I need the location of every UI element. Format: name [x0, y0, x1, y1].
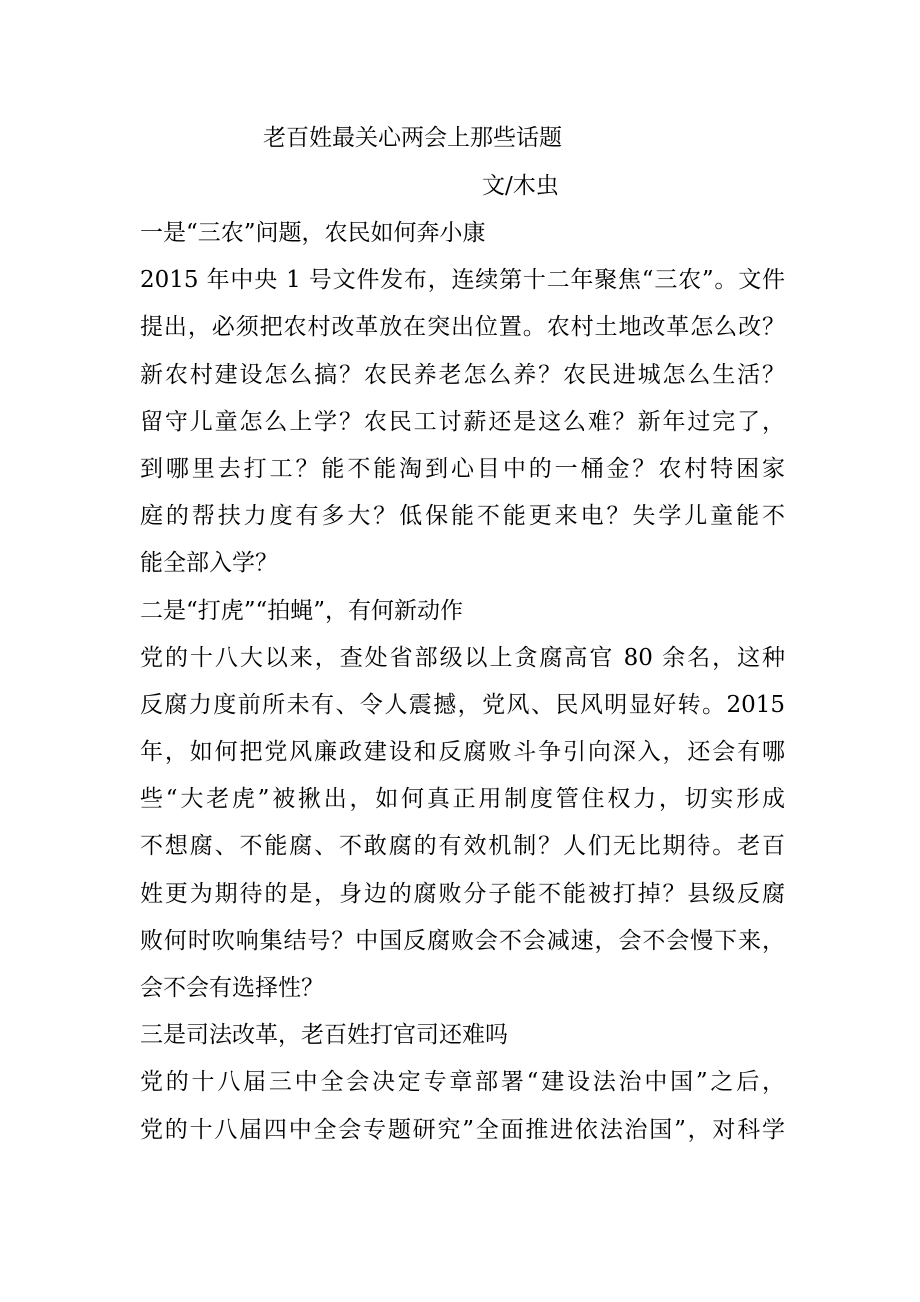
text-line: 庭的帮扶力度有多大？低保能不能更来电？失学儿童能不 — [140, 503, 785, 530]
text-line: 会不会有选择性？ — [140, 975, 324, 1001]
text-line: 新农村建设怎么搞？农民养老怎么养？农民进城怎么生活？ — [140, 361, 785, 388]
text-line: 到哪里去打工？能不能淘到心目中的一桶金？农村特困家 — [140, 455, 785, 482]
text-line: 2015 年中央 1 号文件发布，连续第十二年聚焦“三农”。文件 — [140, 267, 785, 294]
text-line: 年，如何把党风廉政建设和反腐败斗争引向深入，还会有哪 — [140, 739, 785, 766]
text-line: 姓更为期待的是，身边的腐败分子能不能被打掉？县级反腐 — [140, 880, 785, 907]
text-line: 提出，必须把农村改革放在突出位置。农村土地改革怎么改？ — [140, 314, 785, 341]
text-line: 留守儿童怎么上学？农民工讨薪还是这么难？新年过完了， — [140, 408, 785, 435]
document-title: 老百姓最关心两会上那些话题 — [263, 125, 562, 151]
text-line: 党的十八届三中全会决定专章部署“建设法治中国”之后， — [140, 1069, 785, 1096]
section-heading-3: 三是司法改革，老百姓打官司还难吗 — [140, 1022, 508, 1049]
text-line: 能全部入学？ — [140, 550, 278, 577]
document-body — [140, 210, 785, 1154]
document-author: 文/木虫 — [482, 173, 559, 199]
text-line: 党的十八届四中全会专题研究”全面推进依法治国”，对科学 — [140, 1116, 785, 1143]
text-line: 些“大老虎”被揪出，如何真正用制度管住权力，切实形成 — [140, 786, 785, 813]
text-line: 败何时吹响集结号？中国反腐败会不会减速，会不会慢下来， — [140, 927, 785, 954]
text-line: 党的十八大以来，查处省部级以上贪腐高官 80 余名，这种 — [140, 644, 785, 671]
text-line: 反腐力度前所未有、令人震撼，党风、民风明显好转。2015 — [140, 691, 785, 718]
section-heading-2: 二是“打虎”“拍蝇”，有何新动作 — [140, 597, 464, 624]
text-line: 不想腐、不能腐、不敢腐的有效机制？人们无比期待。老百 — [140, 833, 785, 860]
section-heading-1: 一是“三农”问题，农民如何奔小康 — [140, 220, 486, 246]
